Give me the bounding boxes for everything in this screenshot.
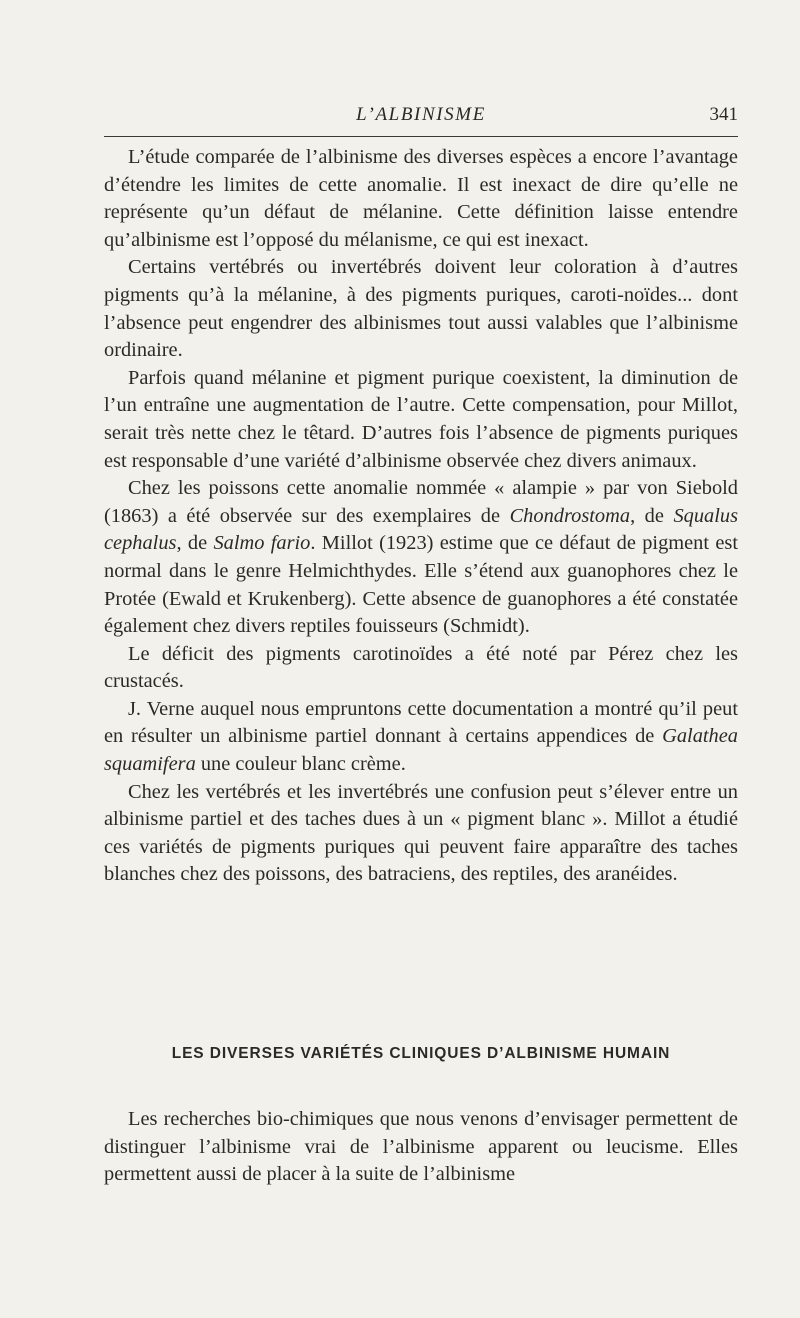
text-run: Chez les poissons cette anomalie nommée « alampie » par von Siebold (1863) a été observée sur des exemplaires de (104, 477, 738, 527)
text-run: Le déficit des pigments carotinoïdes a été noté par Pérez chez les crustacés. (104, 642, 738, 693)
text-run: L’étude comparée de l’albinisme des diverses espèces a encore l’avantage d’étendre les limites de cette anomalie. Il est inexact de dire qu’elle ne représente qu’un défaut de mélanine. Cette définition laisse entendre qu’albinisme est l’opposé du mélanisme, ce qui est inexact. (104, 146, 738, 251)
text-run: Les recherches bio-chimiques que nous venons d’envisager permettent de distinguer l’albinisme vrai de l’albinisme apparent ou leucisme. Elles permettent aussi de placer à la suite de l’albinisme (104, 1108, 738, 1186)
running-head (104, 104, 738, 130)
paragraph (104, 696, 738, 779)
paragraph (104, 365, 738, 475)
text-run: une couleur blanc crème. (195, 753, 406, 776)
italic-term: Chondrostoma (509, 504, 631, 527)
paragraph (104, 779, 738, 889)
body-text (104, 144, 738, 889)
italic-term: Salmo fario (213, 532, 311, 555)
italic-term: Squalus cephalus (104, 504, 739, 555)
header-rule (104, 136, 738, 137)
text-run: J. Verne auquel nous empruntons cette documentation a montré qu’il peut en résulter un albinisme partiel donnant à certains appendices de (104, 697, 738, 748)
paragraph (104, 144, 738, 254)
text-run: Parfois quand mélanine et pigment purique coexistent, la diminution de l’un entraîne une augmentation de l’autre. Cette compensation, pour Millot, serait très nette chez le têtard. D’autres fois l’absence de pigments puriques est responsable d’une variété d’albinisme observée chez divers animaux. (104, 366, 738, 472)
text-run: Chez les vertébrés et les invertébrés une confusion peut s’élever entre un albinisme partiel et des taches dues à un « pigment blanc ». Millot a étudié ces variétés de pigments puriques qui peuvent faire apparaître des taches blanches chez des poissons, des batraciens, des reptiles, des aranéides. (104, 780, 738, 886)
page-number: 341 (709, 104, 738, 125)
running-title: L’ALBINISME (356, 104, 486, 125)
section-heading: LES DIVERSES VARIÉTÉS CLINIQUES D’ALBINISME HUMAIN (171, 1045, 671, 1062)
text-run: Certains vertébrés ou invertébrés doivent leur coloration à d’autres pigments qu’à la mélanine, à des pigments puriques, caroti-noïdes... dont l’absence peut engendrer des albinismes tout aussi valables que l’albinisme ordinaire. (104, 256, 738, 362)
text-run: , de (630, 504, 674, 527)
paragraph (104, 1106, 738, 1189)
paragraph (104, 641, 738, 696)
text-run: , de (176, 532, 214, 555)
text-run: . Millot (1923) estime que ce défaut de pigment est normal dans le genre Helmichthydes. Elle s’étend aux guanophores chez le Protée (Ewald et Krukenberg). Cette absence de guanophores a été constatée également chez divers reptiles fouisseurs (Schmidt). (104, 532, 738, 638)
italic-term: Galathea squamifera (104, 725, 738, 776)
paragraph (104, 254, 738, 364)
body-text-continued (104, 1106, 738, 1189)
paragraph (104, 475, 738, 641)
